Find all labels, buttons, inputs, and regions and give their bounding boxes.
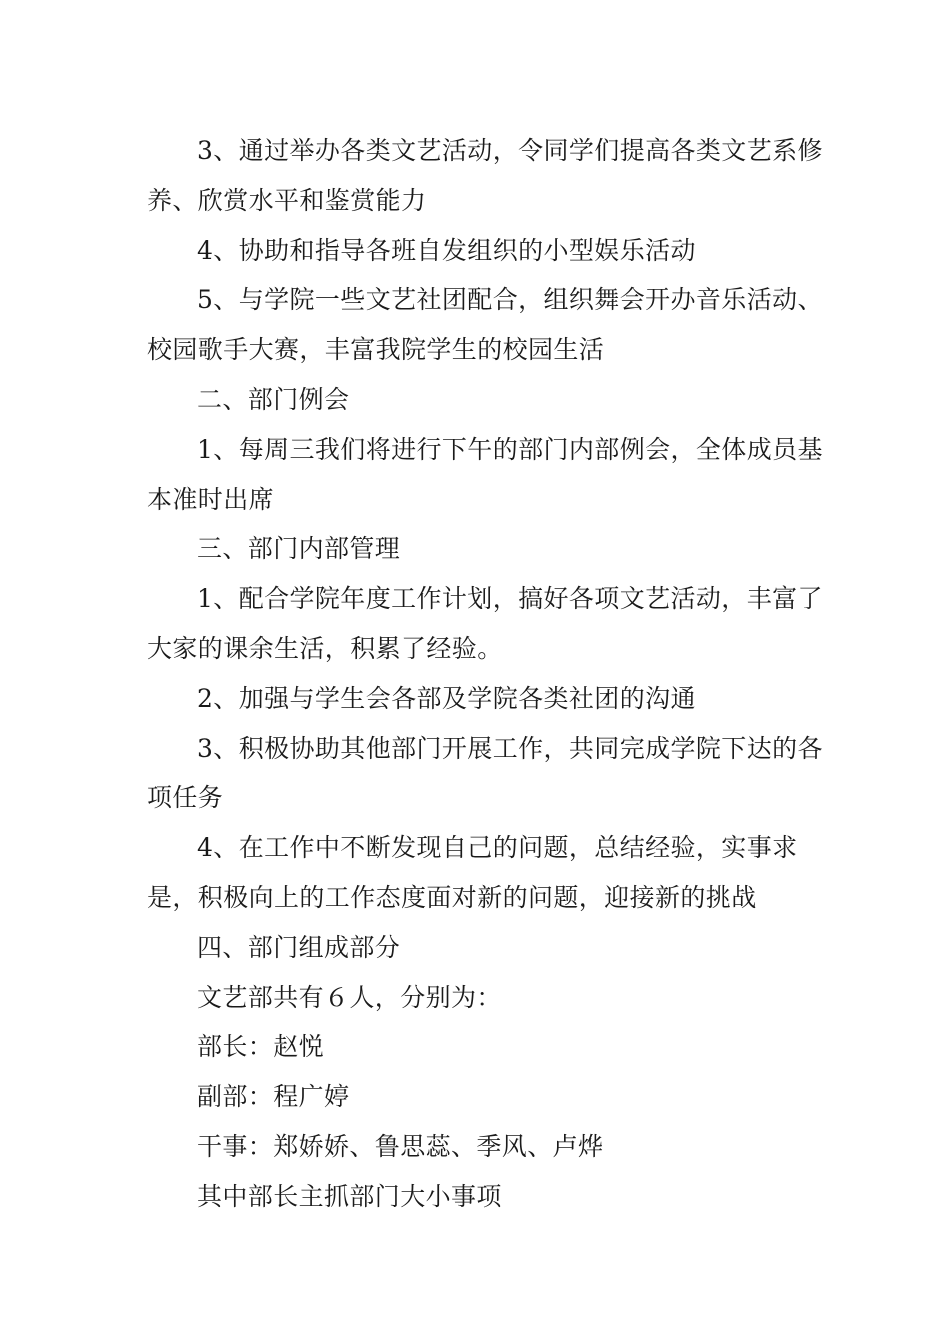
- paragraph-officers: 干事：郑娇娇、鲁思蕊、季风、卢烨: [197, 1131, 604, 1161]
- section-heading-composition: 四、部门组成部分: [197, 932, 401, 962]
- paragraph-item-5-cooperate: 5、与学院一些文艺社团配合，组织舞会开办音乐活动、校园歌手大赛，丰富我院学生的校园生活: [147, 285, 823, 365]
- paragraph-management-4: 4、在工作中不断发现自己的问题，总结经验，实事求是，积极向上的工作态度面对新的问题，迎接新的挑战: [147, 833, 798, 912]
- paragraph-responsibilities: 其中部长主抓部门大小事项: [197, 1181, 502, 1211]
- section-heading-meetings: 二、部门例会: [197, 384, 350, 414]
- paragraph-management-3: 3、积极协助其他部门开展工作，共同完成学院下达的各项任务: [147, 733, 823, 813]
- paragraph-minister: 部长：赵悦: [197, 1032, 325, 1062]
- paragraph-member-count: 文艺部共有６人，分别为：: [197, 982, 502, 1012]
- paragraph-weekly-meeting: 1、每周三我们将进行下午的部门内部例会，全体成员基本准时出席: [147, 434, 823, 514]
- paragraph-item-3-purpose: 3、通过举办各类文艺活动，令同学们提高各类文艺系修养、欣赏水平和鉴赏能力: [147, 136, 823, 215]
- paragraph-management-2: 2、加强与学生会各部及学院各类社团的沟通: [197, 683, 696, 713]
- paragraph-management-1: 1、配合学院年度工作计划，搞好各项文艺活动，丰富了大家的课余生活，积累了经验。: [147, 584, 823, 663]
- section-heading-internal-management: 三、部门内部管理: [197, 534, 401, 564]
- document-body: [147, 126, 837, 1222]
- paragraph-item-4-assist: 4、协助和指导各班自发组织的小型娱乐活动: [197, 235, 696, 265]
- paragraph-vice-minister: 副部：程广婷: [197, 1082, 350, 1112]
